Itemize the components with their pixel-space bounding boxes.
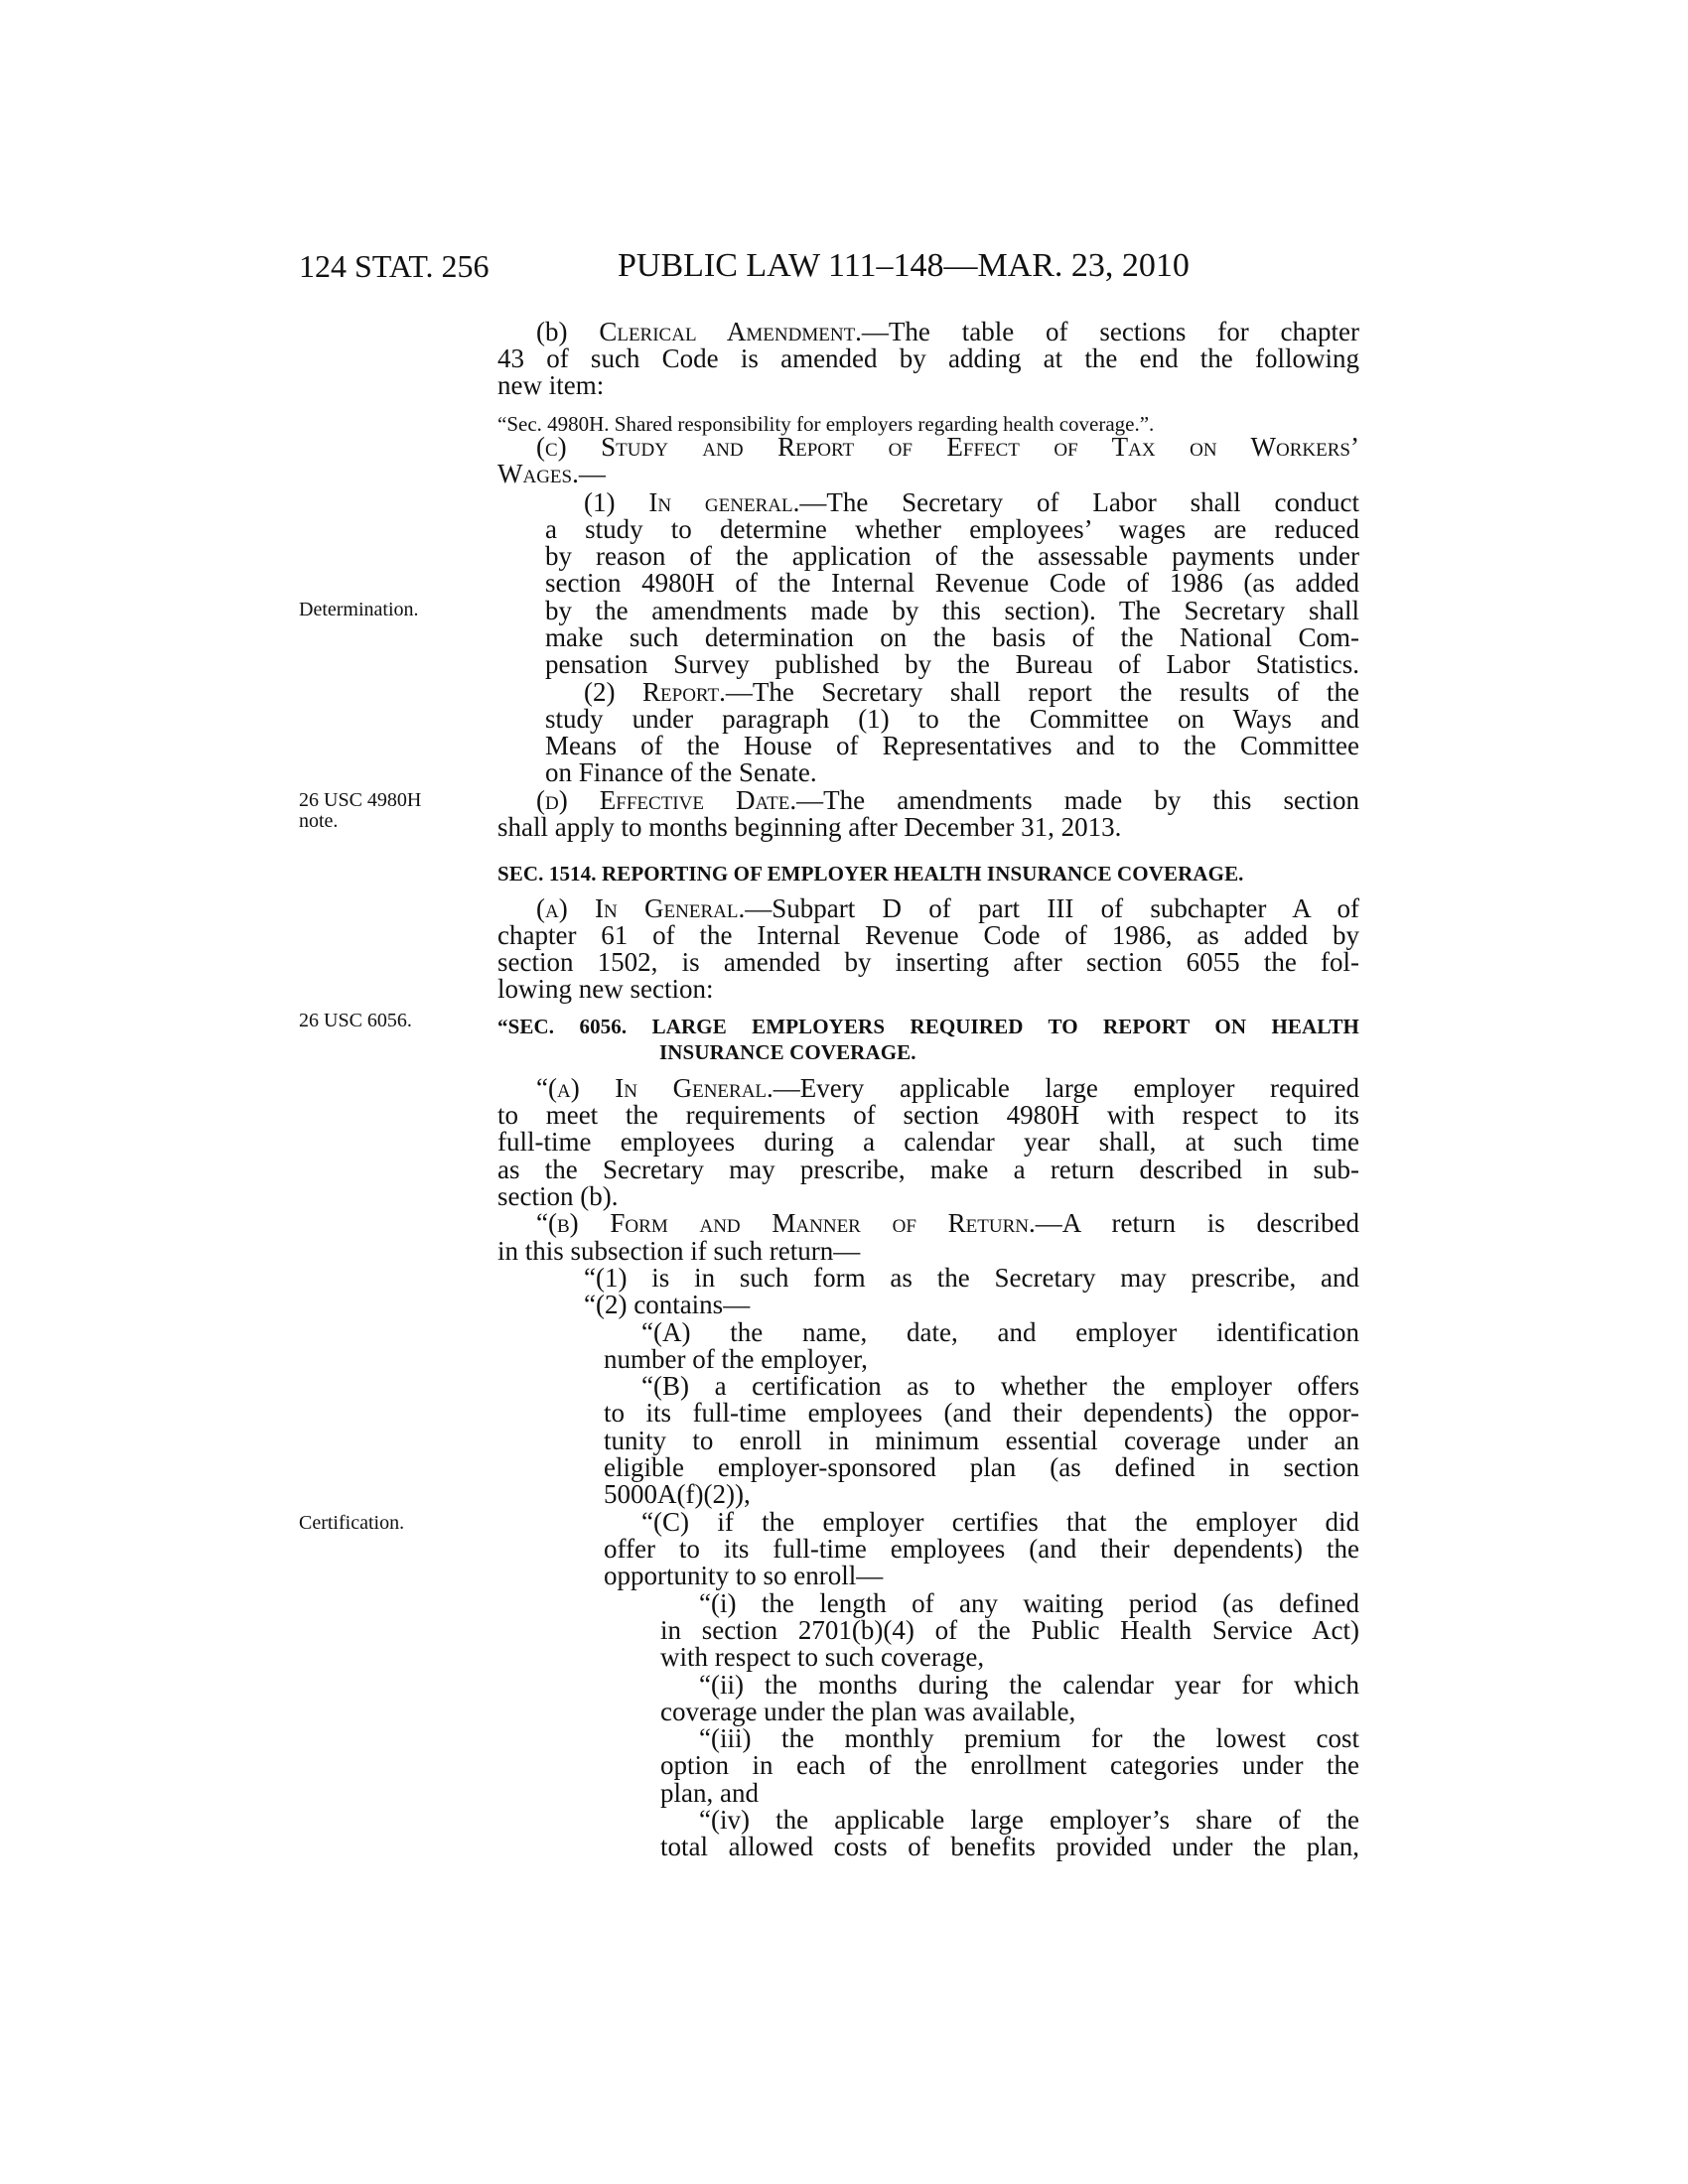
new-subsection-a-line (536, 1074, 1359, 1102)
paragraph-b-label: (b) (536, 317, 600, 346)
paragraph-b-line: new item: (497, 370, 605, 400)
paragraph-c1-heading: (1) In general (584, 487, 793, 517)
subparagraph-B-line: eligible employer-sponsored plan (as defined in section (604, 1452, 1359, 1482)
paragraph-c1-line: section 4980H of the Internal Revenue Code of 1986 (as added (545, 568, 1359, 598)
subparagraph-B-line: “(B) a certification as to whether the employer offers (641, 1371, 1359, 1401)
paragraph-c1-line: a study to determine whether employees’ wages are reduced (545, 514, 1359, 544)
paragraph-c2-line: Means of the House of Representatives and to the Committee (545, 731, 1359, 760)
paragraph-c1-line: by the amendments made by this section). The Secretary shall (545, 596, 1359, 625)
margin-note-usc-6056: 26 USC 6056. (299, 1010, 412, 1031)
subparagraph-A-line: number of the employer, (604, 1344, 868, 1374)
section-1514-heading: SEC. 1514. REPORTING OF EMPLOYER HEALTH INSURANCE COVERAGE. (497, 862, 1244, 886)
paragraph-c1-line: pensation Survey published by the Bureau of Labor Statistics. (545, 649, 1359, 679)
clause-i-line: in section 2701(b)(4) of the Public Health Service Act) (660, 1615, 1359, 1645)
new-subsection-a-text: .—Every applicable large employer required (767, 1073, 1359, 1103)
new-subsection-b-line: in this subsection if such return— (497, 1236, 861, 1266)
subparagraph-A-line: “(A) the name, date, and employer identification (641, 1317, 1359, 1347)
clause-iii-line: “(iii) the monthly premium for the lowest cost (699, 1723, 1359, 1753)
subparagraph-C-line: opportunity to so enroll— (604, 1561, 884, 1590)
new-subsection-b-heading: “(b) Form and Manner of Return (536, 1208, 1030, 1238)
clause-iv-line: “(iv) the applicable large employer’s share of the (699, 1805, 1359, 1835)
new-subsection-a-line: to meet the requirements of section 4980H with respect to its (497, 1100, 1359, 1130)
paragraph-c1-line: by reason of the application of the assessable payments under (545, 541, 1359, 571)
paragraph-1-line: “(1) is in such form as the Secretary may prescribe, and (584, 1263, 1359, 1293)
clause-iii-line: plan, and (660, 1778, 759, 1808)
new-subsection-b-text: .—A return is described (1029, 1208, 1359, 1238)
new-subsection-a-line: section (b). (497, 1181, 619, 1211)
paragraph-c2-line (584, 678, 1359, 706)
subsection-a-line: lowing new section: (497, 974, 714, 1004)
subparagraph-B-line: 5000A(f)(2)), (604, 1479, 751, 1509)
table-of-sections-item: “Sec. 4980H. Shared responsibility for employers regarding health coverage.”. (497, 412, 1155, 436)
clause-iii-line: option in each of the enrollment categories under the (660, 1750, 1359, 1780)
subparagraph-B-line: tunity to enroll in minimum essential coverage under an (604, 1426, 1359, 1455)
subsection-a-line: chapter 61 of the Internal Revenue Code of 1986, as added by (497, 920, 1359, 950)
margin-note-usc-4980h-note: note. (299, 810, 339, 832)
subsection-d-text: .—The amendments made by this section (789, 785, 1359, 815)
subsection-c-heading: (c) Study and Report of Effect of Tax on Workers’ (536, 432, 1359, 462)
paragraph-b-line: 43 of such Code is amended by adding at the end the following (497, 343, 1359, 373)
subsection-d-line: shall apply to months beginning after December 31, 2013. (497, 812, 1122, 842)
subsection-a-line (536, 894, 1359, 922)
new-subsection-a-heading: “(a) In General (536, 1073, 768, 1103)
subparagraph-C-line: “(C) if the employer certifies that the employer did (641, 1507, 1359, 1537)
clause-ii-line: coverage under the plan was available, (660, 1697, 1076, 1726)
subsection-d-heading: (d) Effective Date (536, 785, 790, 815)
paragraph-b-text: .—The table of sections for chapter (855, 317, 1359, 346)
clause-i-line: “(i) the length of any waiting period (as defined (699, 1588, 1359, 1618)
subparagraph-C-line: offer to its full-time employees (and their dependents) the (604, 1534, 1359, 1564)
section-6056-heading: INSURANCE COVERAGE. (659, 1040, 916, 1064)
clause-iv-line: total allowed costs of benefits provided under the plan, (660, 1832, 1359, 1861)
paragraph-b-line (536, 318, 1359, 345)
paragraph-b-heading: Clerical Amendment (599, 317, 856, 346)
paragraph-c2-line: on Finance of the Senate. (545, 757, 817, 787)
paragraph-c1-text: .—The Secretary of Labor shall conduct (792, 487, 1359, 517)
section-6056-heading: “SEC. 6056. LARGE EMPLOYERS REQUIRED TO REPORT ON HEALTH (497, 1015, 1359, 1038)
paragraph-c1-line: make such determination on the basis of the National Com- (545, 622, 1359, 652)
new-subsection-a-line: as the Secretary may prescribe, make a return described in sub- (497, 1155, 1359, 1184)
subsection-d-line (536, 786, 1359, 814)
clause-ii-line: “(ii) the months during the calendar year for which (699, 1670, 1359, 1700)
subsection-a-heading: (a) In General (536, 893, 739, 923)
clause-i-line: with respect to such coverage, (660, 1642, 985, 1672)
paragraph-c2-line: study under paragraph (1) to the Committee on Ways and (545, 704, 1359, 734)
subsection-c-heading: Wages.— (497, 459, 606, 488)
subsection-a-line: section 1502, is amended by inserting after section 6055 the fol- (497, 947, 1359, 977)
margin-note-determination: Determination. (299, 599, 419, 620)
paragraph-2-line: “(2) contains— (584, 1290, 751, 1319)
new-subsection-a-line: full-time employees during a calendar year shall, at such time (497, 1127, 1359, 1157)
page-stat-citation: 124 STAT. 256 (299, 248, 490, 284)
margin-note-usc-4980h: 26 USC 4980H (299, 789, 422, 811)
paragraph-c1-line (584, 488, 1359, 516)
paragraph-c2-text: .—The Secretary shall report the results of the (719, 677, 1359, 707)
paragraph-c2-heading: (2) Report (584, 677, 720, 707)
page-running-title: PUBLIC LAW 111–148—MAR. 23, 2010 (618, 247, 1190, 284)
subsection-a-text: .—Subpart D of part III of subchapter A of (738, 893, 1359, 923)
new-subsection-b-line (536, 1209, 1359, 1237)
subparagraph-B-line: to its full-time employees (and their dependents) the oppor- (604, 1398, 1359, 1428)
margin-note-certification: Certification. (299, 1512, 405, 1534)
